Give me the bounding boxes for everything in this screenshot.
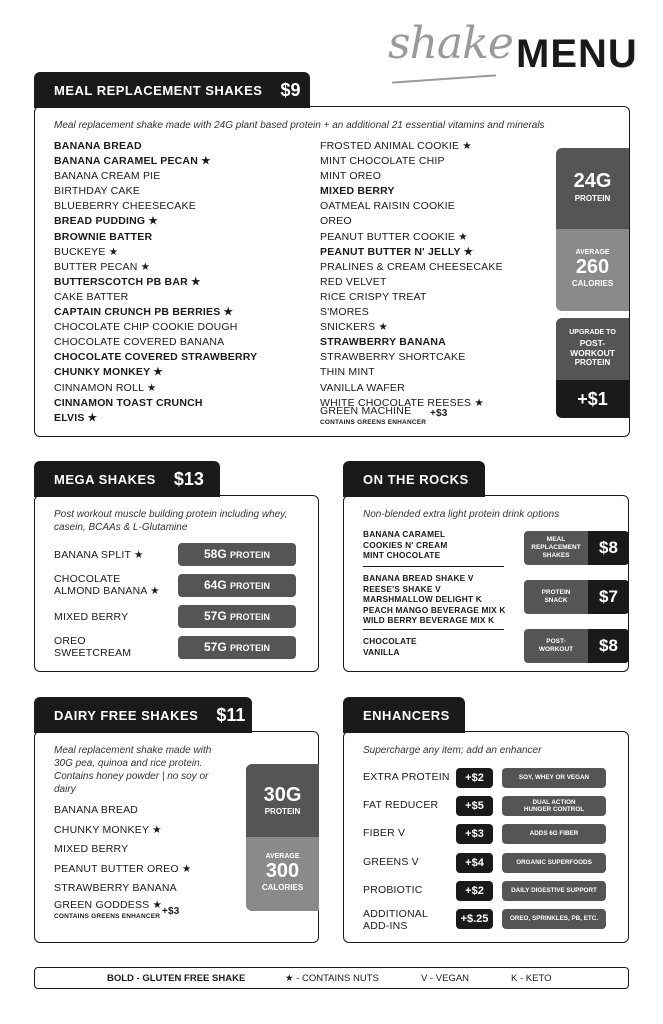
meal-list-col2 xyxy=(320,139,503,411)
flavor-item: RICE CRISPY TREAT xyxy=(320,290,427,303)
mega-item-line: CHOCOLATE xyxy=(54,573,121,585)
rocks-badge-label xyxy=(524,580,588,614)
mega-protein-grams: 58G xyxy=(203,547,230,561)
mega-item-line: OREO xyxy=(54,635,86,647)
mega-item-line: MIXED BERRY xyxy=(54,611,129,623)
rocks-badge-line: PROTEIN xyxy=(541,589,571,596)
enhancer-detail xyxy=(502,796,606,816)
header-title: MENU xyxy=(516,32,638,76)
mega-description: Post workout muscle building protein including whey, casein, BCAAs & L-Glutamine xyxy=(54,509,288,533)
enhancer-detail-line: DAILY DIGESTIVE SUPPORT xyxy=(511,887,597,895)
flavor-item: SNICKERS ★ xyxy=(320,321,389,334)
flavor-item: RED VELVET xyxy=(320,275,387,288)
mega-protein-unit: PROTEIN xyxy=(230,550,271,560)
enhancer-detail-line: HUNGER CONTROL xyxy=(523,806,585,813)
mega-protein-unit: PROTEIN xyxy=(230,581,271,591)
rocks-divider-2 xyxy=(363,629,504,630)
mega-item-line: ALMOND BANANA ★ xyxy=(54,585,160,597)
rocks-badge-label xyxy=(524,629,588,663)
flavor-item: BUTTER PECAN ★ xyxy=(54,260,151,273)
enhancers-tab xyxy=(343,697,465,733)
mega-protein-grams: 64G xyxy=(203,578,230,592)
meal-title: MEAL REPLACEMENT SHAKES xyxy=(54,82,263,98)
meal-green-item xyxy=(320,404,448,427)
flavor-item: OATMEAL RAISIN COOKIE xyxy=(320,200,455,213)
enhancer-price: +$2 xyxy=(456,881,493,901)
flavor-item: BREAD PUDDING ★ xyxy=(54,215,159,228)
flavor-item: STRAWBERRY SHORTCAKE xyxy=(320,351,466,364)
dairy-green-extra: +$3 xyxy=(162,906,180,917)
mega-tab xyxy=(34,461,220,497)
meal-upgrade-badge xyxy=(556,318,629,380)
flavor-item: BANANA CARAMEL PECAN ★ xyxy=(54,155,211,168)
rocks-badge-price: $8 xyxy=(588,629,629,663)
mega-protein-unit: PROTEIN xyxy=(230,612,271,622)
flavor-item: FROSTED ANIMAL COOKIE ★ xyxy=(320,140,472,152)
rocks-item: REESE'S SHAKE V xyxy=(363,583,441,594)
enhancer-price: +$5 xyxy=(456,796,493,816)
rocks-badge-line: SNACK xyxy=(544,597,568,604)
rocks-item: WILD BERRY BEVERAGE MIX K xyxy=(363,615,495,626)
rocks-item: COOKIES N' CREAM xyxy=(363,539,448,550)
meal-calories-top: AVERAGE xyxy=(575,249,610,256)
flavor-item: THIN MINT xyxy=(320,366,375,379)
mega-title: MEGA SHAKES xyxy=(54,471,156,487)
meal-green-extra: +$3 xyxy=(430,408,448,419)
rocks-badge-line: REPLACEMENT xyxy=(531,544,581,551)
dairy-tab xyxy=(34,697,252,733)
enhancer-detail xyxy=(502,824,606,844)
flavor-item: BROWNIE BATTER xyxy=(54,230,153,243)
flavor-item: STRAWBERRY BANANA xyxy=(320,336,446,349)
enhancers-title: ENHANCERS xyxy=(363,707,450,723)
flavor-item: CHOCOLATE COVERED BANANA xyxy=(54,336,225,349)
enhancer-name-line: EXTRA PROTEIN xyxy=(363,771,450,783)
mega-item-line: BANANA SPLIT ★ xyxy=(54,549,144,561)
enhancer-detail-line: DUAL ACTION xyxy=(532,798,576,806)
rocks-item: BANANA BREAD SHAKE V xyxy=(363,573,474,583)
enhancer-name-line: ADD-INS xyxy=(363,920,408,932)
flavor-item: MINT CHOCOLATE CHIP xyxy=(320,155,445,168)
enhancer-detail-line: ORGANIC SUPERFOODS xyxy=(516,859,592,867)
enhancer-name xyxy=(363,827,405,839)
flavor-item: BUCKEYE ★ xyxy=(54,245,119,258)
rocks-description: Non-blended extra light protein drink options xyxy=(363,509,560,520)
flavor-item: CHOCOLATE CHIP COOKIE DOUGH xyxy=(54,321,238,334)
rocks-title: ON THE ROCKS xyxy=(363,471,469,487)
flavor-item: CAKE BATTER xyxy=(54,290,129,303)
enhancer-detail-line: ADDS 6G FIBER xyxy=(529,830,579,838)
mega-protein-grams: 57G xyxy=(203,609,230,623)
enhancer-detail xyxy=(502,909,606,929)
header-script-word: shake xyxy=(388,18,513,69)
meal-tab xyxy=(34,72,310,108)
flavor-item: MINT OREO xyxy=(320,170,382,183)
flavor-item: VANILLA WAFER xyxy=(320,381,405,394)
meal-upgrade-price: +$1 xyxy=(556,380,629,418)
mega-protein-grams: 57G xyxy=(203,640,230,654)
mega-item-name xyxy=(54,635,131,659)
flavor-item: MIXED BERRY xyxy=(320,185,395,198)
flavor-item: BANANA CREAM PIE xyxy=(54,170,161,183)
legend-vegan: V - VEGAN xyxy=(421,973,470,984)
flavor-item: BUTTERSCOTCH PB BAR ★ xyxy=(54,275,201,288)
flavor-item: PRALINES & CREAM CHEESECAKE xyxy=(320,260,503,273)
dairy-protein-value: 30G xyxy=(263,784,302,806)
rocks-item: CHOCOLATE xyxy=(363,636,417,646)
mega-protein-pill xyxy=(178,605,296,628)
flavor-item: BLUEBERRY CHEESECAKE xyxy=(54,200,196,213)
enhancer-name-line: FAT REDUCER xyxy=(363,799,439,811)
enhancers-description: Supercharge any item; add an enhancer xyxy=(363,745,542,756)
mega-protein-pill xyxy=(178,543,296,566)
enhancer-detail xyxy=(502,881,606,901)
dairy-title: DAIRY FREE SHAKES xyxy=(54,707,199,723)
meal-protein-badge xyxy=(556,148,629,229)
enhancer-name-line: PROBIOTIC xyxy=(363,884,423,896)
enhancer-detail xyxy=(502,768,606,788)
dairy-calories-badge xyxy=(246,837,319,911)
dairy-item: BANANA BREAD xyxy=(54,804,139,816)
dairy-green-item xyxy=(54,898,180,921)
flavor-item: BANANA BREAD xyxy=(54,140,142,152)
rocks-badge-line: WORKOUT xyxy=(538,646,574,653)
dairy-protein-badge xyxy=(246,764,319,837)
enhancer-detail-line: SOY, WHEY OR VEGAN xyxy=(518,774,590,782)
flavor-item: CHOCOLATE COVERED STRAWBERRY xyxy=(54,351,258,364)
enhancer-name xyxy=(363,799,438,811)
enhancer-name xyxy=(363,856,419,868)
mega-item-name xyxy=(54,611,128,623)
legend-nuts: ★ - CONTAINS NUTS xyxy=(285,973,379,984)
flavor-item: OREO xyxy=(320,215,352,228)
dairy-protein-label: PROTEIN xyxy=(264,807,301,816)
mega-item-name xyxy=(54,573,160,597)
enhancer-detail xyxy=(502,853,606,873)
enhancer-name xyxy=(363,771,450,783)
mega-protein-unit: PROTEIN xyxy=(230,643,271,653)
rocks-item: PEACH MANGO BEVERAGE MIX K xyxy=(363,604,506,615)
rocks-badge-price: $8 xyxy=(588,531,629,565)
meal-protein-value: 24G xyxy=(573,170,612,192)
mega-item-line: SWEETCREAM xyxy=(54,647,132,659)
rocks-item: MINT CHOCOLATE xyxy=(363,550,441,561)
rocks-item: MARSHMALLOW DELIGHT K xyxy=(363,594,482,605)
dairy-list xyxy=(54,801,192,899)
dairy-item: PEANUT BUTTER OREO ★ xyxy=(54,862,192,875)
enhancer-name xyxy=(363,884,423,896)
rocks-item-list xyxy=(363,636,417,657)
rocks-badge-line: POST- xyxy=(546,638,566,645)
upgrade-line2: POST- xyxy=(579,338,606,348)
enhancer-name-line: GREENS V xyxy=(363,856,419,868)
dairy-green-note: CONTAINS GREENS ENHANCER xyxy=(54,913,161,921)
rocks-item: BANANA CARAMEL xyxy=(363,529,446,539)
enhancer-detail-line: OREO, SPRINKLES, PB, ETC. xyxy=(509,915,599,923)
dairy-item: MIXED BERRY xyxy=(54,843,129,855)
upgrade-line3: WORKOUT xyxy=(570,348,615,358)
flavor-item: CAPTAIN CRUNCH PB BERRIES ★ xyxy=(54,306,234,319)
dairy-price: $11 xyxy=(216,704,246,725)
rocks-divider-1 xyxy=(363,566,504,567)
rocks-item-list xyxy=(363,529,447,561)
legend-bold: BOLD - GLUTEN FREE SHAKE xyxy=(107,973,246,984)
mega-price: $13 xyxy=(173,468,204,489)
meal-protein-label: PROTEIN xyxy=(574,194,611,203)
mega-item-name xyxy=(54,549,144,561)
flavor-item: PEANUT BUTTER N' JELLY ★ xyxy=(320,245,474,258)
legend-keto: K - KETO xyxy=(511,973,552,984)
rocks-badge-label xyxy=(524,531,588,565)
meal-calories-badge xyxy=(556,229,629,311)
enhancer-price: +$.25 xyxy=(456,909,493,929)
flavor-item: BIRTHDAY CAKE xyxy=(54,185,141,198)
rocks-item-list xyxy=(363,573,506,626)
upgrade-line1: UPGRADE TO xyxy=(569,329,616,336)
enhancer-price: +$2 xyxy=(456,768,493,788)
mega-protein-pill xyxy=(178,636,296,659)
rocks-badge-price: $7 xyxy=(588,580,629,614)
enhancer-name-line: ADDITIONAL xyxy=(363,908,429,920)
rocks-badge-line: MEAL xyxy=(546,536,566,543)
meal-list-col1 xyxy=(54,139,257,426)
dairy-calories-top: AVERAGE xyxy=(265,853,300,860)
flavor-item: PEANUT BUTTER COOKIE ★ xyxy=(320,230,468,243)
flavor-item: S'MORES xyxy=(320,306,369,319)
enhancer-price: +$4 xyxy=(456,853,493,873)
meal-calories-value: 260 xyxy=(575,256,610,278)
enhancer-name xyxy=(363,908,428,932)
flavor-item: CINNAMON TOAST CRUNCH xyxy=(54,396,203,409)
mega-protein-pill xyxy=(178,574,296,597)
enhancer-name-line: FIBER V xyxy=(363,827,406,839)
dairy-green-name: GREEN GODDESS ★ xyxy=(54,899,163,911)
enhancer-price: +$3 xyxy=(456,824,493,844)
rocks-tab xyxy=(343,461,485,497)
flavor-item: CHUNKY MONKEY ★ xyxy=(54,366,163,379)
meal-calories-label: CALORIES xyxy=(571,279,614,288)
dairy-calories-label: CALORIES xyxy=(261,883,304,892)
meal-description: Meal replacement shake made with 24G plant based protein + an additional 21 essential vitamins and minerals xyxy=(54,120,545,131)
dairy-item: CHUNKY MONKEY ★ xyxy=(54,823,162,836)
flavor-item: WHITE CHOCOLATE REESES ★ xyxy=(320,396,484,409)
rocks-badge-line: SHAKES xyxy=(542,552,570,559)
dairy-description: Meal replacement shake made with 30G pea, quinoa and rice protein. Contains honey powder | no soy or dairy xyxy=(54,745,212,795)
dairy-item: STRAWBERRY BANANA xyxy=(54,882,177,894)
flavor-item: CINNAMON ROLL ★ xyxy=(54,381,157,394)
meal-green-name: GREEN MACHINE xyxy=(320,405,412,417)
rocks-item: VANILLA xyxy=(363,646,400,657)
script-underline xyxy=(392,74,496,83)
upgrade-line4: PROTEIN xyxy=(574,358,611,367)
dairy-calories-value: 300 xyxy=(265,860,300,882)
meal-green-note: CONTAINS GREENS ENHANCER xyxy=(320,419,427,427)
flavor-item: ELVIS ★ xyxy=(54,411,98,424)
meal-price: $9 xyxy=(280,79,301,100)
